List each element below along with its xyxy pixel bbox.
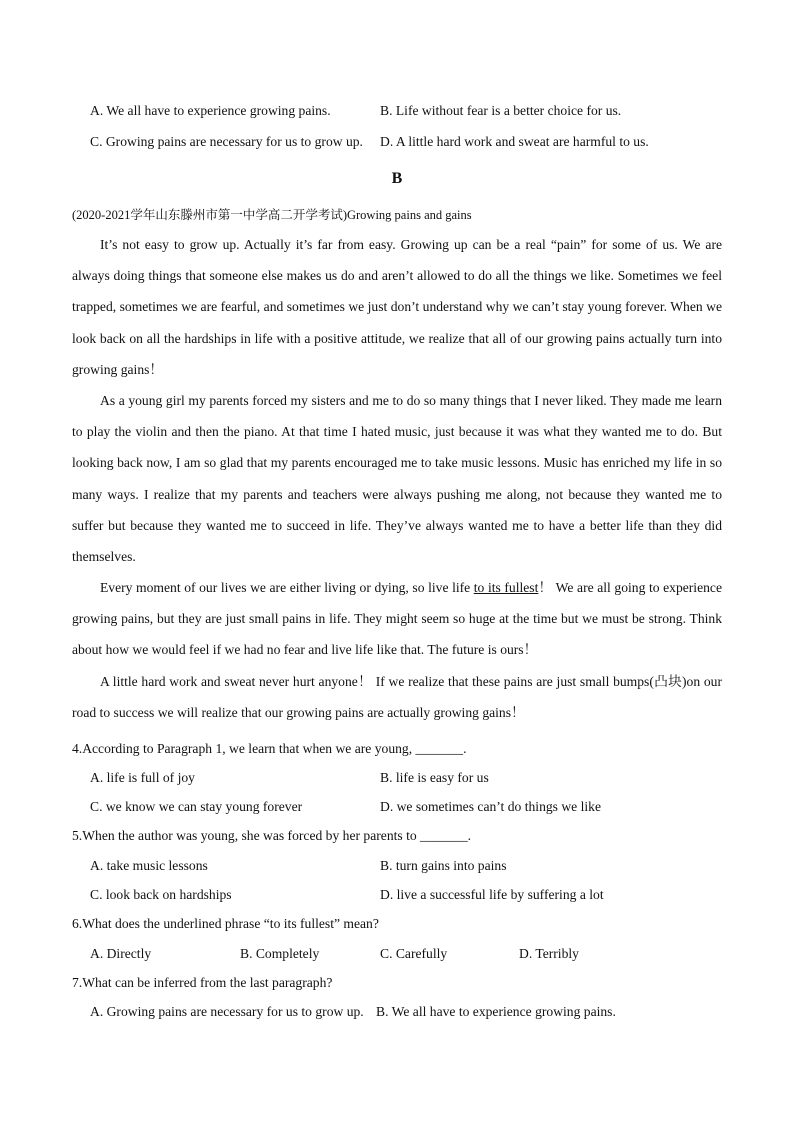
prev-option-b: B. Life without fear is a better choice for us. [380,103,622,118]
passage-paragraph-4 [72,666,722,728]
question-5-option-b: B. turn gains into pains [380,858,507,873]
question-6-option-a: A. Directly [90,946,152,961]
question-6-stem: 6.What does the underlined phrase “to its fullest” mean? [72,916,379,931]
prev-option-c: C. Growing pains are necessary for us to grow up. [90,134,363,149]
prev-option-a: A. We all have to experience growing pains. [90,103,331,118]
prev-option-d: D. A little hard work and sweat are harmful to us. [380,134,649,149]
question-7-stem: 7.What can be inferred from the last paragraph? [72,975,333,990]
paragraph-3-text-end: ！ We are all going to experience growing pains, but they are just small pains in life. They might seem so huge at the time but we must be strong. Think about how we would feel if we had no fear and live life like that. The future is ours！ [72,580,722,658]
question-6-option-d: D. Terribly [519,946,579,961]
question-7-option-a: A. Growing pains are necessary for us to grow up. [90,1004,364,1019]
question-4-option-b: B. life is easy for us [380,770,489,785]
underlined-phrase: to its fullest [473,580,539,595]
paragraph-2-text: As a young girl my parents forced my sisters and me to do so many things that I never liked. They made me learn to play the violin and then the piano. At that time I hated music, just because it was what they wanted me to do. But looking back now, I am so glad that my parents encouraged me to take music lessons. Music has enriched my life in so many ways. I realize that my parents and teachers were always pushing me along, not because they wanted me to suffer but because they wanted me to succeed in life. They’ve always wanted me to have a better life than they did themselves. [72,393,722,565]
passage-paragraph-2 [72,385,722,572]
question-7-option-b: B. We all have to experience growing pains. [376,1004,616,1019]
question-4-stem: 4.According to Paragraph 1, we learn that when we are young, _______. [72,741,467,756]
question-4-option-c: C. we know we can stay young forever [90,799,303,814]
question-4-option-a: A. life is full of joy [90,770,195,785]
question-5-option-d: D. live a successful life by suffering a lot [380,887,604,902]
paragraph-4-text: A little hard work and sweat never hurt anyone！ If we realize that these pains are just small bumps(凸块)on our road to success we will realize that our growing pains are actually growing gains！ [72,674,722,721]
question-4-option-d: D. we sometimes can’t do things we like [380,799,601,814]
paragraph-3-text-start: Every moment of our lives we are either living or dying, so live life [100,580,474,595]
question-5-option-a: A. take music lessons [90,858,208,873]
passage-source: (2020-2021学年山东滕州市第一中学高二开学考试)Growing pains and gains [72,208,472,222]
passage-paragraph-1 [72,229,722,385]
paragraph-1-text: It’s not easy to grow up. Actually it’s far from easy. Growing up can be a real “pain” for some of us. We are always doing things that someone else makes us do and aren’t allowed to do all the things we like. Sometimes we feel trapped, sometimes we are fearful, and sometimes we just don’t understand why we can’t stay young forever. When we look back on all the hardships in life with a positive attitude, we realize that all of our growing pains actually turn into growing gains！ [72,237,722,377]
question-5-option-c: C. look back on hardships [90,887,232,902]
question-6-option-c: C. Carefully [380,946,448,961]
question-5-stem: 5.When the author was young, she was forced by her parents to _______. [72,828,472,843]
section-heading: B [391,170,403,187]
question-6-option-b: B. Completely [240,946,320,961]
passage-paragraph-3 [72,572,722,666]
